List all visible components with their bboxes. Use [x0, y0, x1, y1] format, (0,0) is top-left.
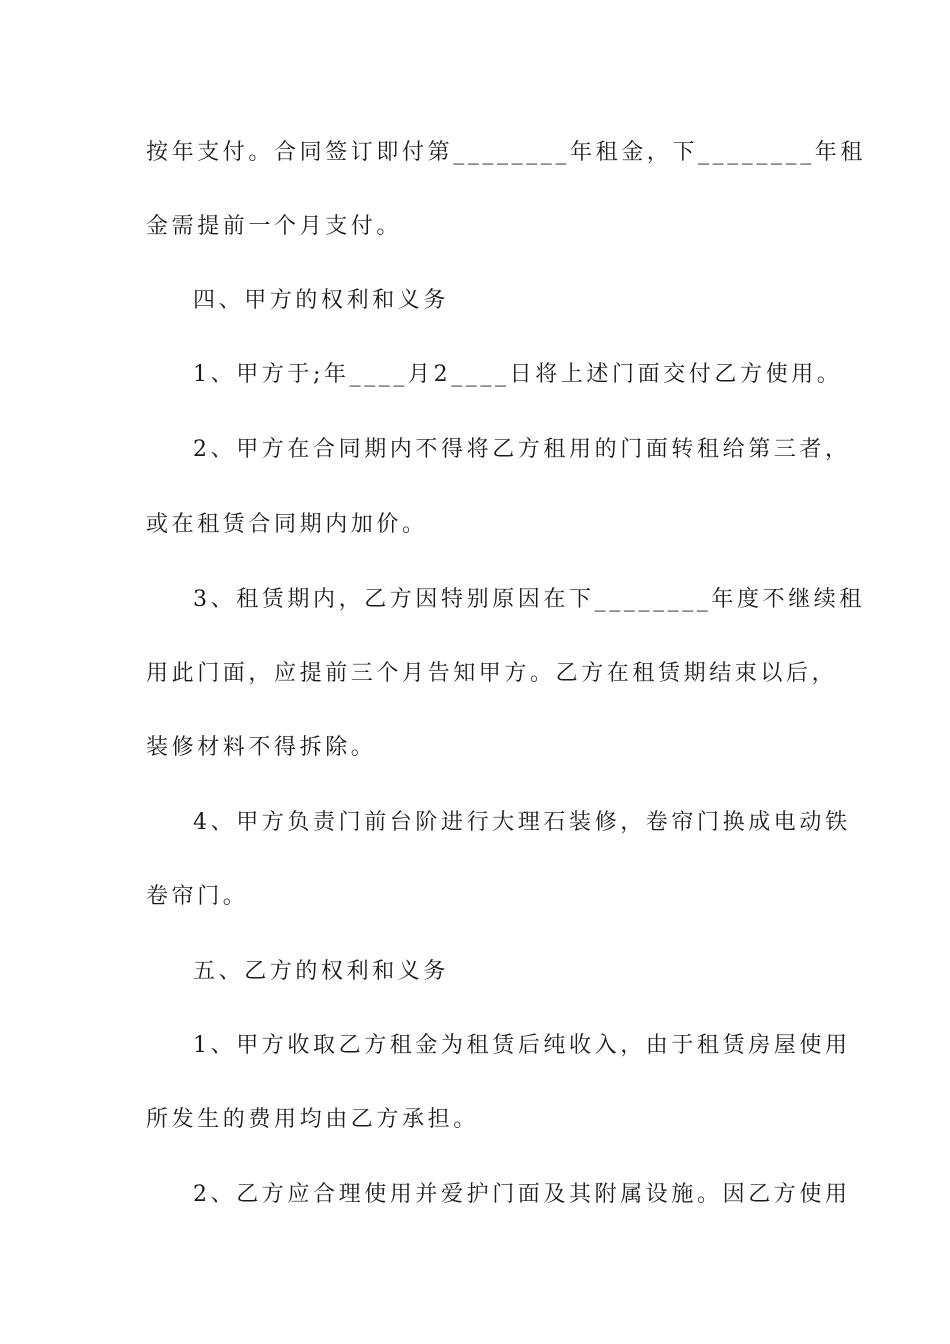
section-heading-party-a-rights: 四、甲方的权利和义务	[193, 288, 450, 313]
paragraph-line: 装修材料不得拆除。	[146, 735, 377, 760]
clause-item: 2、乙方应合理使用并爱护门面及其附属设施。因乙方使用	[193, 1182, 851, 1207]
clause-item: 1、甲方于;年____月2____日将上述门面交付乙方使用。	[193, 362, 843, 387]
paragraph-line: 或在租赁合同期内加价。	[146, 512, 428, 537]
paragraph-line: 用此门面，应提前三个月告知甲方。乙方在租赁期结束以后，	[146, 661, 838, 686]
paragraph-line: 所发生的费用均由乙方承担。	[146, 1107, 479, 1132]
paragraph-line: 按年支付。合同签订即付第________年租金，下________年租	[146, 140, 867, 165]
clause-item: 2、甲方在合同期内不得将乙方租用的门面转租给第三者，	[193, 437, 851, 462]
paragraph-line: 卷帘门。	[146, 884, 249, 909]
clause-item: 4、甲方负责门前台阶进行大理石装修，卷帘门换成电动铁	[193, 810, 851, 835]
clause-item: 3、租赁期内，乙方因特别原因在下________年度不继续租	[193, 587, 865, 612]
clause-item: 1、甲方收取乙方租金为租赁后纯收入，由于租赁房屋使用	[193, 1033, 851, 1058]
paragraph-line: 金需提前一个月支付。	[146, 214, 403, 239]
section-heading-party-b-rights: 五、乙方的权利和义务	[193, 959, 450, 984]
